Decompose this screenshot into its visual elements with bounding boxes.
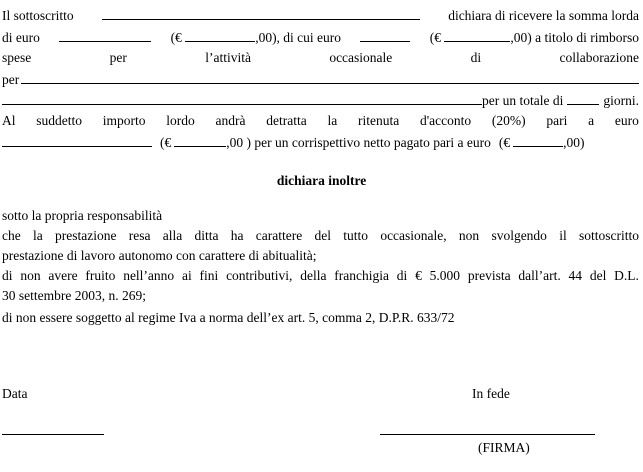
word: la: [33, 228, 43, 243]
word: occasionale: [329, 50, 393, 65]
text-franchigia: [2, 268, 639, 284]
blank-netto-cifre[interactable]: [513, 134, 563, 147]
word: del: [314, 228, 332, 243]
word: euro: [614, 113, 639, 128]
word: pari: [546, 113, 568, 128]
word: D.L.: [614, 268, 639, 283]
word: avere: [48, 268, 78, 283]
word: a: [588, 113, 595, 128]
word: ritenuta: [357, 113, 400, 128]
word: nell’anno: [123, 268, 175, 283]
word: spese: [2, 50, 32, 65]
line-per: [2, 71, 639, 88]
word: fini: [199, 268, 219, 283]
word: per: [109, 50, 127, 65]
blank-firma[interactable]: [380, 434, 595, 435]
text: dichiara di ricevere la somma lorda: [448, 8, 639, 23]
word: il: [559, 228, 567, 243]
blank-euro-cifre[interactable]: [185, 29, 255, 42]
blank-data[interactable]: [2, 434, 104, 435]
text: (€: [160, 135, 172, 150]
word: d'acconto: [419, 113, 472, 128]
text: giorni.: [603, 93, 639, 108]
word: tutto: [343, 228, 369, 243]
text: ,00): [563, 135, 585, 150]
word: la: [327, 113, 338, 128]
blank-attivita[interactable]: [21, 71, 639, 84]
word: contributivi,: [226, 268, 293, 283]
line-sottoscritto: [2, 7, 639, 24]
blank-rimborso-cifre[interactable]: [444, 29, 510, 42]
text: per un totale di: [482, 93, 564, 108]
word: carattere: [255, 228, 303, 243]
word: prestazione: [55, 228, 117, 243]
text: per: [2, 72, 20, 87]
word: l’attività: [205, 50, 251, 65]
line-spese: [2, 50, 639, 66]
word: occasionale,: [380, 228, 447, 243]
word: lordo: [166, 113, 195, 128]
word: del: [589, 268, 607, 283]
word: franchigia: [334, 268, 389, 283]
blank-giorni[interactable]: [567, 92, 599, 105]
word: 5.000: [429, 268, 461, 283]
text: di euro: [2, 30, 40, 45]
word: ai: [181, 268, 192, 283]
text: (€: [170, 30, 182, 45]
word: andrà: [215, 113, 246, 128]
word: non: [20, 268, 41, 283]
line-netto: [2, 134, 639, 151]
word: ditta: [194, 228, 219, 243]
text: ,00) a titolo di rimborso: [510, 30, 639, 45]
word: di: [470, 50, 482, 65]
word: non: [458, 228, 480, 243]
word: svolgendo: [491, 228, 547, 243]
line-importo: [2, 29, 639, 46]
word: €: [415, 268, 422, 283]
word: importo: [102, 113, 146, 128]
word: collaborazione: [559, 50, 639, 65]
text-occasionale: [2, 228, 639, 244]
text-data-decreto: 30 settembre 2003, n. 269;: [2, 288, 146, 303]
text: (€: [429, 30, 441, 45]
word: prevista: [467, 268, 511, 283]
word: (20%): [491, 113, 526, 128]
word: 44: [568, 268, 583, 283]
word: dall’art.: [518, 268, 561, 283]
text-regime-iva: di non essere soggetto al regime Iva a norma dell’ex art. 5, comma 2, D.P.R. 633/72: [2, 310, 455, 325]
text: (€: [498, 135, 511, 150]
blank-euro-rimborso[interactable]: [360, 29, 410, 42]
line-totale: [2, 92, 639, 109]
word: detratta: [266, 113, 307, 128]
word: sottoscritto: [578, 228, 639, 243]
word: che: [2, 228, 21, 243]
text: ,00 ) per un corrispettivo netto pagato pari a euro: [226, 135, 491, 150]
label-firma: (FIRMA): [478, 440, 530, 455]
word: alla: [162, 228, 183, 243]
blank-ritenuta-cifre[interactable]: [174, 134, 226, 147]
word: della: [300, 268, 327, 283]
line-ritenuta: [2, 113, 639, 129]
text-responsabilita: sotto la propria responsabilità: [2, 208, 163, 223]
text-abitualita: prestazione di lavoro autonomo con carattere di abitualità;: [2, 248, 317, 263]
word: ha: [230, 228, 244, 243]
blank-attivita-2[interactable]: [2, 92, 482, 105]
word: di: [396, 268, 408, 283]
word: di: [2, 268, 13, 283]
word: Al: [2, 113, 16, 128]
text: Il sottoscritto: [2, 8, 74, 23]
label-in-fede: In fede: [472, 386, 510, 401]
blank-euro-lordo[interactable]: [59, 29, 151, 42]
word: fruito: [85, 268, 116, 283]
text: ,00), di cui euro: [255, 30, 342, 45]
word: resa: [128, 228, 151, 243]
heading-dichiara-inoltre: dichiara inoltre: [276, 173, 367, 188]
word: suddetto: [36, 113, 82, 128]
blank-name[interactable]: [102, 7, 420, 20]
blank-ritenuta-euro[interactable]: [2, 134, 152, 147]
label-data: Data: [2, 386, 28, 401]
